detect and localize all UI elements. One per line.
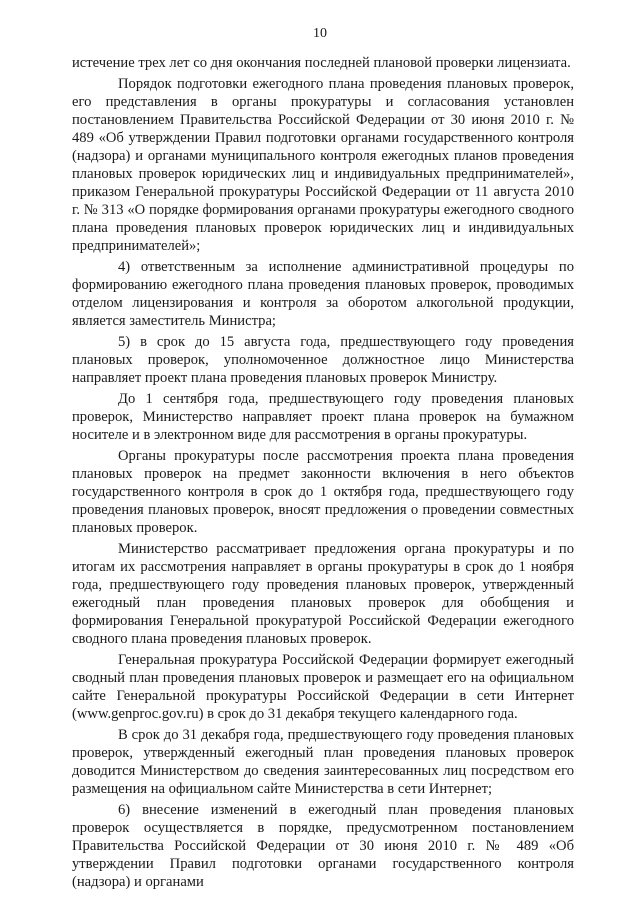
paragraph-september-deadline: До 1 сентября года, предшествующего году проведения плановых проверок, Министерство направляет проект плана проверок на бумажном носителе и в электронном виде для рассмотрения в органы прокуратуры. — [72, 391, 574, 443]
paragraph-prosecutor-review: Органы прокуратуры после рассмотрения проекта плана проведения плановых проверок на предмет законности включения в него объектов государственного контроля в срок до 1 октября года, предшествующего году проведения плановых проверок, вносят предложения о проведении совместных плановых проверок. — [72, 448, 574, 536]
document-body — [72, 54, 574, 894]
paragraph-december-deadline: В срок до 31 декабря года, предшествующего году проведения плановых проверок, утвержденный ежегодный план проведения плановых проверок доводится Министерством до сведения заинтересованных лиц посредством его размещения на официальном сайте Министерства в сети Интернет; — [72, 727, 574, 797]
paragraph-item-6: 6) внесение изменений в ежегодный план проведения плановых проверок осуществляется в порядке, предусмотренном постановлением Правительства Российской Федерации от 30 июня 2010 г. № 489 «Об утверждении Правил подготовки органами государственного контроля (надзора) и органами — [72, 802, 574, 890]
paragraph-general-prosecutor: Генеральная прокуратура Российской Федерации формирует ежегодный сводный план проведения плановых проверок и размещает его на официальном сайте Генеральной прокуратуры Российской Федерации в сети Интернет (www.genproc.gov.ru) в срок до 31 декабря текущего календарного года. — [72, 652, 574, 722]
paragraph-item-4: 4) ответственным за исполнение административной процедуры по формированию ежегодного плана проведения плановых проверок, проводимых отделом лицензирования и контроля за оборотом алкогольной продукции, является заместитель Министра; — [72, 259, 574, 329]
paragraph-plan-procedure: Порядок подготовки ежегодного плана проведения плановых проверок, его представления в органы прокуратуры и согласования установлен постановлением Правительства Российской Федерации от 30 июня 2010 г. № 489 «Об утверждении Правил подготовки органами государственного контроля (надзора) и органами муниципального контроля ежегодных планов проведения плановых проверок юридических лиц и индивидуальных предпринимателей», приказом Генеральной прокуратуры Российской Федерации от 11 августа 2010 г. № 313 «О порядке формирования органами прокуратуры ежегодного сводного плана проведения плановых проверок юридических лиц и индивидуальных предпринимателей»; — [72, 76, 574, 254]
page-number: 10 — [313, 26, 327, 41]
paragraph-continuation: истечение трех лет со дня окончания последней плановой проверки лицензиата. — [72, 55, 571, 71]
paragraph-item-5: 5) в срок до 15 августа года, предшествующего году проведения плановых проверок, уполномоченное должностное лицо Министерства направляет проект плана проведения плановых проверок Министру. — [72, 334, 574, 386]
paragraph-ministry-review: Министерство рассматривает предложения органа прокуратуры и по итогам их рассмотрения направляет в органы прокуратуры в срок до 1 ноября года, предшествующего году проведения плановых проверок, утвержденный ежегодный план проведения плановых проверок для обобщения и формирования Генеральной прокуратурой Российской Федерации ежегодного сводного плана проведения плановых проверок. — [72, 541, 574, 647]
